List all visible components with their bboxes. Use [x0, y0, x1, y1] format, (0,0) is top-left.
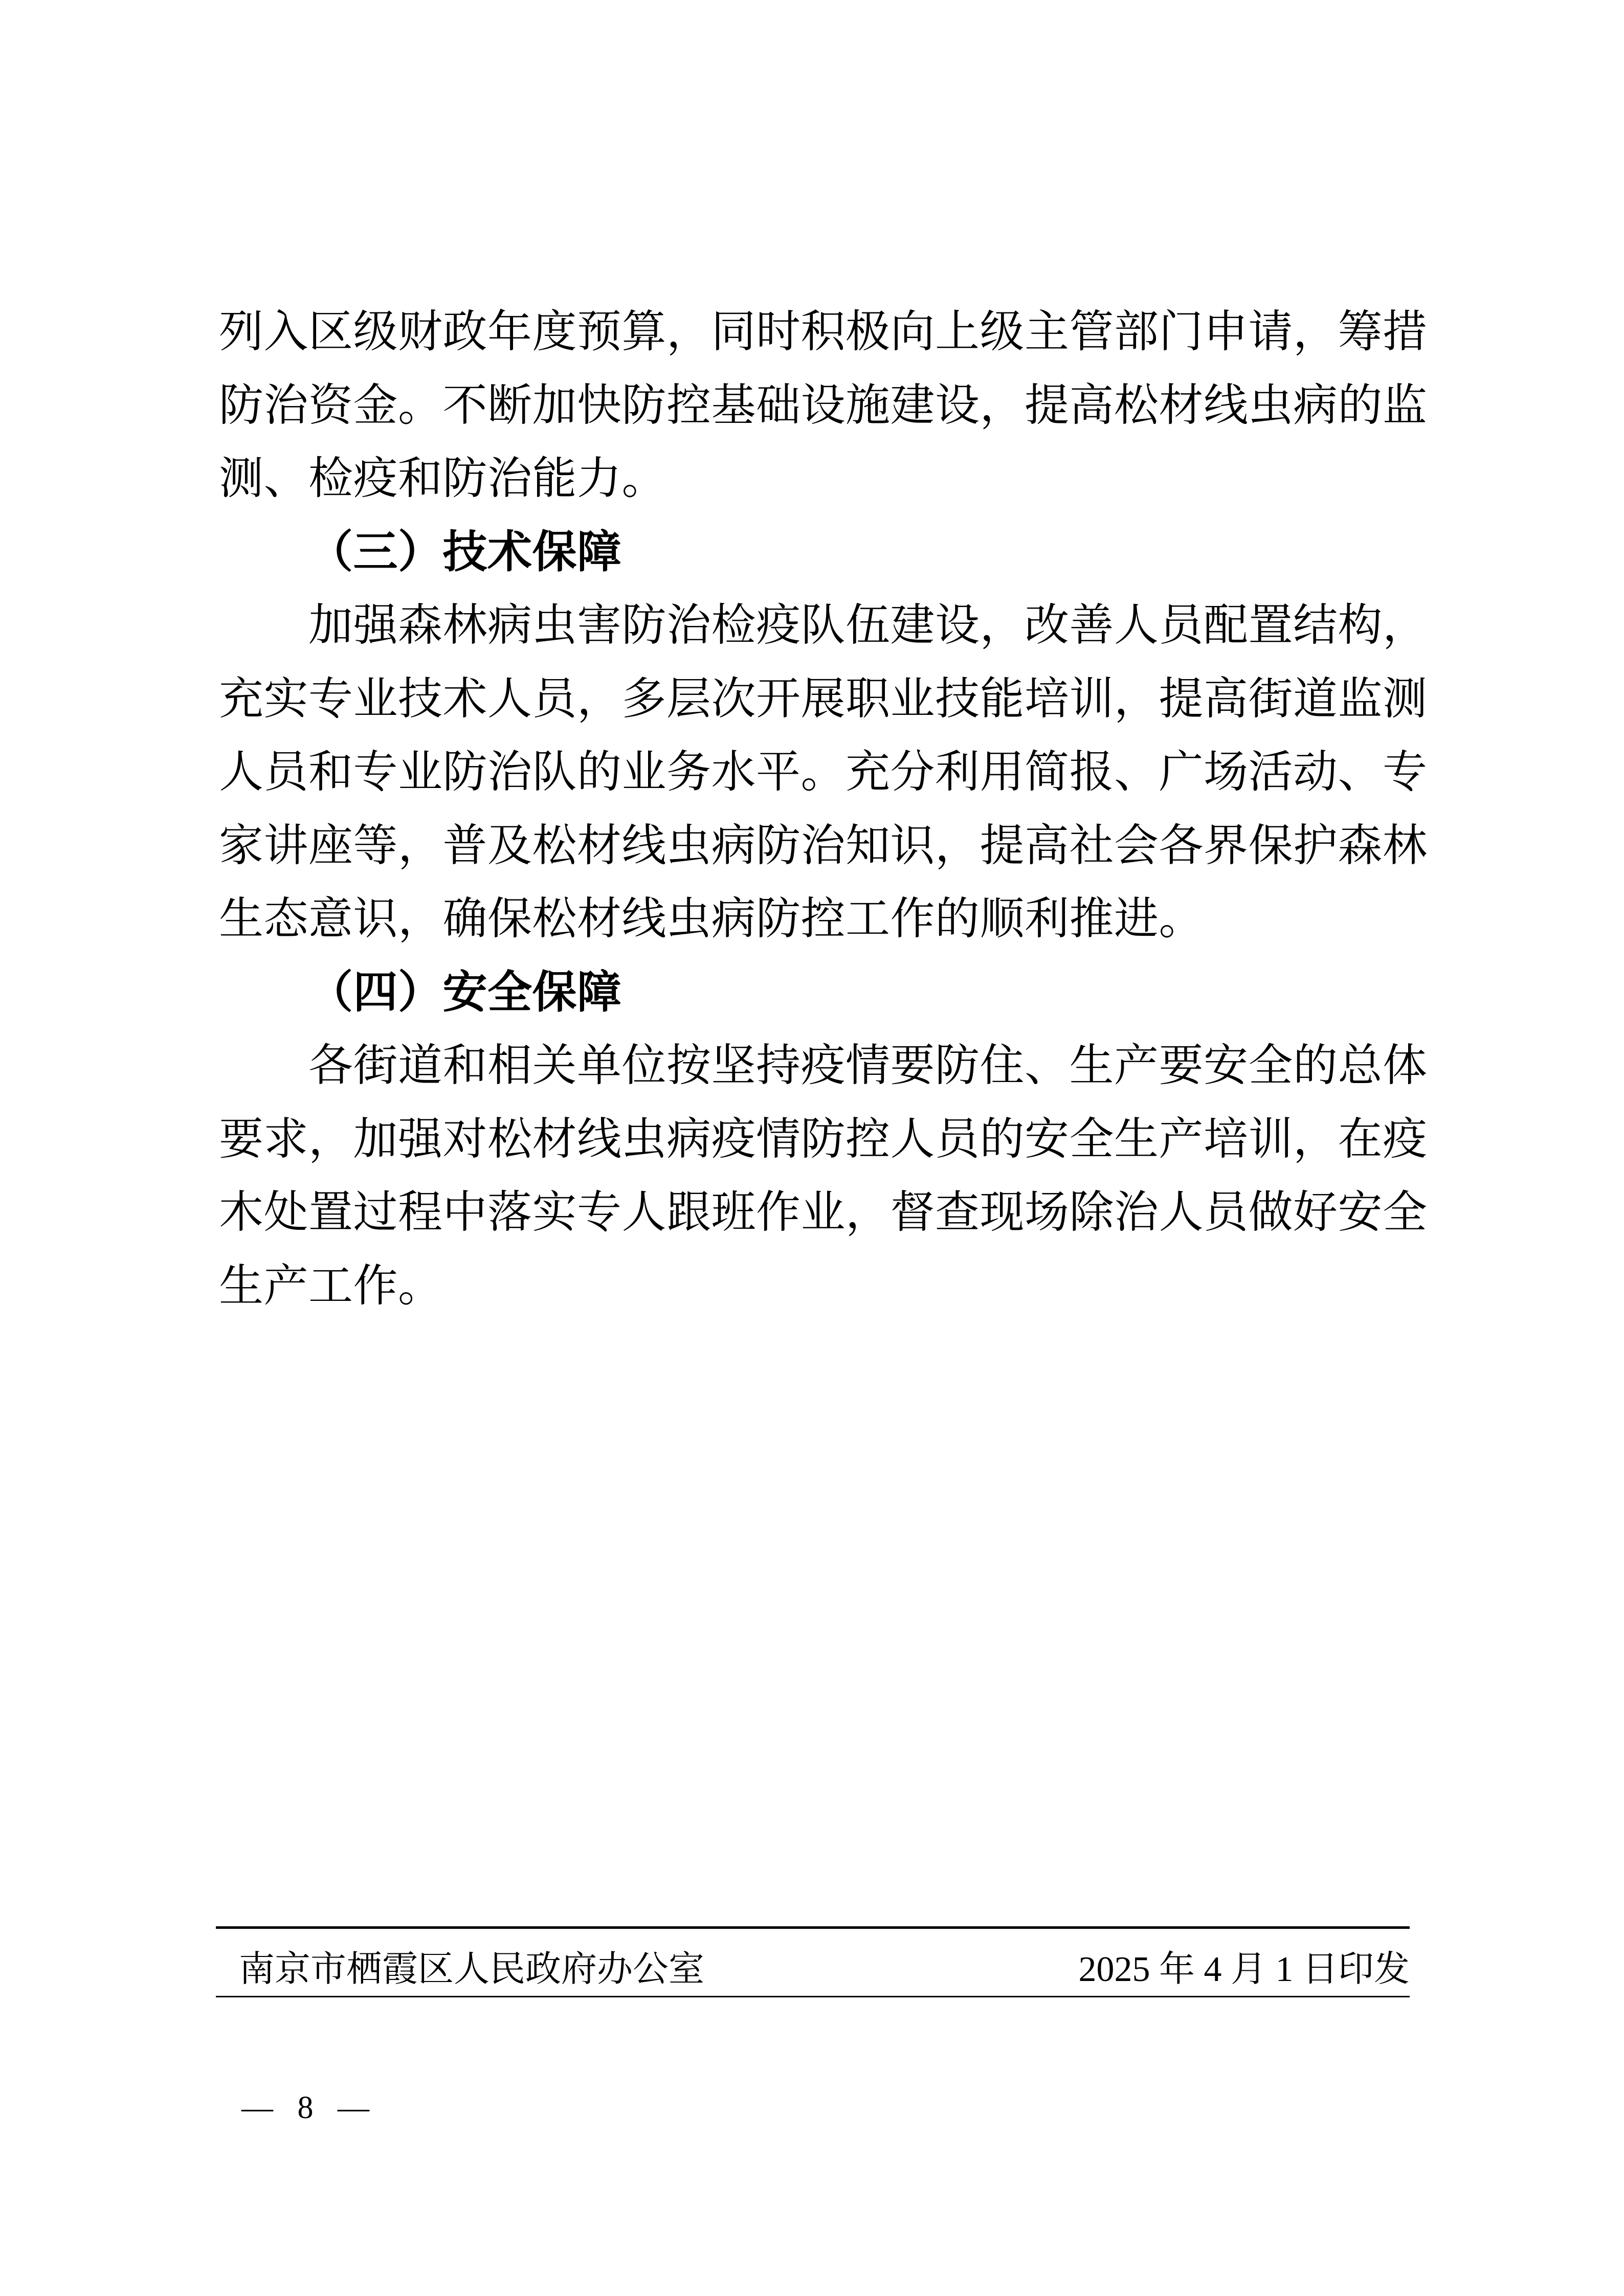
body-line: 木处置过程中落实专人跟班作业，督查现场除治人员做好安全: [219, 1187, 1428, 1237]
footer-divider-top: [216, 1926, 1410, 1929]
body-line: 各街道和相关单位按坚持疫情要防住、生产要安全的总体: [308, 1041, 1428, 1090]
body-line: 充实专业技术人员，多层次开展职业技能培训，提高街道监测: [219, 673, 1428, 724]
footer-issuer: 南京市栖霞区人民政府办公室: [239, 1950, 704, 1989]
body-line: 要求，加强对松材线虫病疫情防控人员的安全生产培训，在疫: [219, 1114, 1428, 1164]
body-text-block: [219, 295, 1426, 1322]
body-line: 防治资金。不断加快防控基础设施建设，提高松材线虫病的监: [219, 380, 1428, 430]
body-line: 测、检疫和防治能力。: [219, 454, 666, 503]
body-line: 家讲座等，普及松材线虫病防治知识，提高社会各界保护森林: [219, 820, 1428, 870]
footer-print-date: 2025 年 4 月 1 日印发: [1078, 1950, 1410, 1989]
body-line: 列入区级财政年度预算，同时积极向上级主管部门申请，筹措: [219, 307, 1428, 356]
body-line: 生态意识，确保松材线虫病防控工作的顺利推进。: [219, 894, 1204, 943]
section-heading-4: （四）安全保障: [308, 967, 622, 1017]
footer-divider-bottom: [216, 1996, 1410, 1997]
section-heading-3: （三）技术保障: [308, 527, 622, 577]
footer-row: [239, 1947, 1410, 1993]
body-line: 加强森林病虫害防治检疫队伍建设，改善人员配置结构，: [308, 600, 1428, 650]
body-line: 人员和专业防治队的业务水平。充分利用简报、广场活动、专: [219, 747, 1428, 797]
body-line: 生产工作。: [219, 1260, 443, 1311]
page-number: — 8 —: [241, 2090, 377, 2125]
